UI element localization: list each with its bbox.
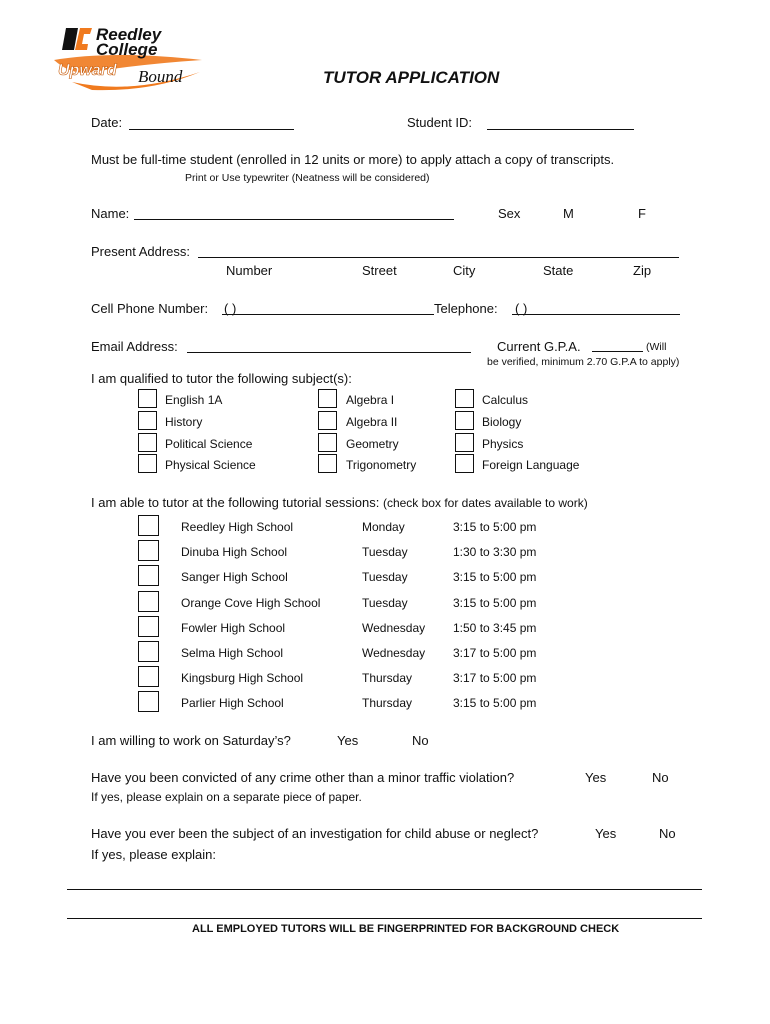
session-day: Wednesday (362, 646, 426, 660)
explanation-line-1[interactable] (67, 889, 702, 890)
crime-no[interactable]: No (652, 770, 669, 785)
session-day: Monday (362, 520, 405, 534)
session-school: Orange Cove High School (181, 596, 321, 610)
subject-label: Physical Science (165, 458, 256, 472)
saturday-no[interactable]: No (412, 733, 429, 748)
address-label: Present Address: (91, 244, 190, 259)
print-note: Print or Use typewriter (Neatness will be considered) (185, 172, 430, 184)
session-school: Dinuba High School (181, 545, 288, 559)
session-time: 3:17 to 5:00 pm (453, 646, 537, 660)
subject-checkbox[interactable] (138, 389, 157, 408)
session-time: 3:15 to 5:00 pm (453, 570, 537, 584)
session-checkbox[interactable] (138, 616, 159, 637)
address-state-label: State (543, 263, 574, 278)
sessions-heading-note: (check box for dates available to work) (382, 496, 588, 510)
session-time: 3:17 to 5:00 pm (453, 671, 537, 685)
sessions-heading (91, 495, 588, 510)
address-number-label: Number (226, 263, 273, 278)
abuse-no[interactable]: No (659, 826, 676, 841)
session-day: Tuesday (362, 545, 408, 559)
email-label: Email Address: (91, 339, 178, 354)
sex-label: Sex (498, 206, 521, 221)
session-checkbox[interactable] (138, 691, 159, 712)
cell-phone-label: Cell Phone Number: (91, 301, 209, 316)
subject-checkbox[interactable] (455, 411, 474, 430)
session-checkbox[interactable] (138, 591, 159, 612)
crime-yes[interactable]: Yes (585, 770, 607, 785)
subject-label: English 1A (165, 393, 223, 407)
session-day: Tuesday (362, 570, 408, 584)
name-field[interactable] (134, 219, 454, 220)
subject-label: Geometry (346, 437, 399, 451)
subject-checkbox[interactable] (318, 389, 337, 408)
session-time: 3:15 to 5:00 pm (453, 520, 537, 534)
abuse-yes[interactable]: Yes (595, 826, 617, 841)
session-school: Kingsburg High School (181, 671, 304, 685)
logo-bound-text: Bound (138, 67, 183, 86)
session-day: Thursday (362, 696, 413, 710)
telephone-area-code: ( ) (515, 301, 528, 316)
subject-label: Political Science (165, 437, 253, 451)
sex-option-f[interactable]: F (638, 206, 646, 221)
gpa-field[interactable] (592, 351, 643, 352)
session-time: 1:30 to 3:30 pm (453, 545, 537, 559)
abuse-note: If yes, please explain: (91, 847, 217, 862)
gpa-note: be verified, minimum 2.70 G.P.A to apply) (487, 356, 680, 368)
subject-checkbox[interactable] (138, 433, 157, 452)
subject-label: Calculus (482, 393, 529, 407)
session-day: Tuesday (362, 596, 408, 610)
subject-checkbox[interactable] (318, 411, 337, 430)
subject-checkbox[interactable] (318, 454, 337, 473)
subject-label: Physics (482, 437, 524, 451)
cell-phone-field[interactable] (222, 314, 434, 315)
logo-graphic (52, 20, 212, 100)
session-checkbox[interactable] (138, 540, 159, 561)
subject-label: Algebra I (346, 393, 395, 407)
session-time: 3:15 to 5:00 pm (453, 596, 537, 610)
session-school: Selma High School (181, 646, 284, 660)
subject-label: Foreign Language (482, 458, 580, 472)
subject-checkbox[interactable] (138, 411, 157, 430)
page-title: TUTOR APPLICATION (323, 68, 500, 87)
subject-label: Algebra II (346, 415, 398, 429)
session-school: Reedley High School (181, 520, 294, 534)
explanation-line-2[interactable] (67, 918, 702, 919)
address-street-label: Street (362, 263, 397, 278)
session-day: Wednesday (362, 621, 426, 635)
subject-checkbox[interactable] (455, 389, 474, 408)
session-school: Sanger High School (181, 570, 288, 584)
gpa-will-text: (Will (646, 341, 667, 353)
sex-option-m[interactable]: M (563, 206, 574, 221)
abuse-question: Have you ever been the subject of an investigation for child abuse or neglect? (91, 826, 539, 841)
subject-label: History (165, 415, 203, 429)
session-day: Thursday (362, 671, 413, 685)
gpa-label: Current G.P.A. (497, 339, 581, 354)
address-city-label: City (453, 263, 476, 278)
session-school: Fowler High School (181, 621, 286, 635)
sessions-heading-text: I am able to tutor at the following tutorial sessions: (91, 495, 380, 510)
session-time: 3:15 to 5:00 pm (453, 696, 537, 710)
subject-checkbox[interactable] (318, 433, 337, 452)
reedley-college-upward-bound-logo (52, 20, 212, 100)
student-id-label: Student ID: (407, 115, 473, 130)
session-time: 1:50 to 3:45 pm (453, 621, 537, 635)
fulltime-note: Must be full-time student (enrolled in 12 units or more) to apply attach a copy of transcripts. (91, 152, 615, 167)
session-school: Parlier High School (181, 696, 284, 710)
name-label: Name: (91, 206, 130, 221)
subject-label: Trigonometry (346, 458, 417, 472)
telephone-label: Telephone: (434, 301, 498, 316)
crime-note: If yes, please explain on a separate piece of paper. (91, 790, 362, 804)
session-checkbox[interactable] (138, 641, 159, 662)
logo-upward-text: Upward (58, 62, 117, 79)
cell-area-code: ( ) (224, 301, 237, 316)
email-field[interactable] (187, 352, 471, 353)
telephone-field[interactable] (512, 314, 680, 315)
footer-notice: ALL EMPLOYED TUTORS WILL BE FINGERPRINTED FOR BACKGROUND CHECK (192, 923, 620, 935)
subjects-heading: I am qualified to tutor the following subject(s): (91, 371, 352, 386)
date-field[interactable] (129, 129, 294, 130)
subject-checkbox[interactable] (455, 454, 474, 473)
address-field[interactable] (198, 257, 679, 258)
saturday-question: I am willing to work on Saturday’s? (91, 733, 291, 748)
subject-checkbox[interactable] (455, 433, 474, 452)
address-zip-label: Zip (633, 263, 652, 278)
date-label: Date: (91, 115, 123, 130)
session-checkbox[interactable] (138, 666, 159, 687)
saturday-yes[interactable]: Yes (337, 733, 359, 748)
crime-question: Have you been convicted of any crime other than a minor traffic violation? (91, 770, 515, 785)
student-id-field[interactable] (487, 129, 634, 130)
logo-reedley-text: Reedley (96, 25, 162, 44)
session-checkbox[interactable] (138, 565, 159, 586)
subject-checkbox[interactable] (138, 454, 157, 473)
logo-college-text: College (96, 40, 158, 59)
subject-label: Biology (482, 415, 522, 429)
session-checkbox[interactable] (138, 515, 159, 536)
